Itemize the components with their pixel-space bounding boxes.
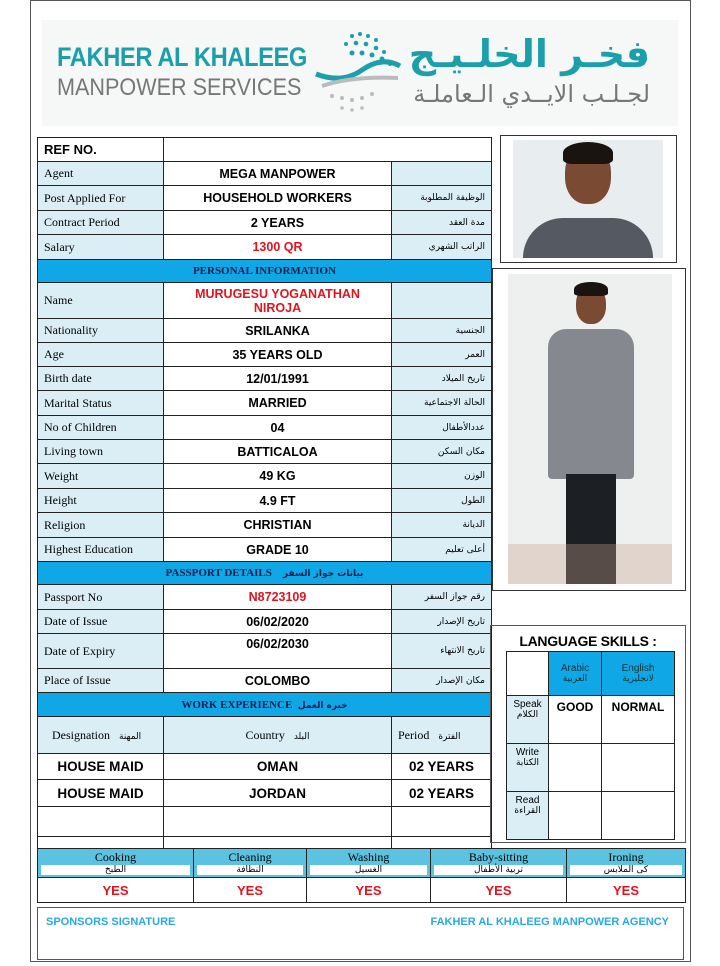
personal-ar: تاريخ الميلاد xyxy=(392,367,492,391)
work-row xyxy=(38,780,492,807)
country-header-en: Country xyxy=(245,727,285,742)
language-row xyxy=(507,792,675,840)
contract-label: Contract Period xyxy=(38,211,164,235)
personal-row xyxy=(38,343,492,367)
contract-label-ar: مدة العقد xyxy=(392,211,492,235)
skill-type xyxy=(507,696,549,744)
personal-row xyxy=(38,464,492,489)
passport-ar: رقم جواز السفر xyxy=(392,585,492,610)
skill-value: YES xyxy=(567,878,686,903)
skill-type-en: Read xyxy=(515,795,540,806)
personal-label: Religion xyxy=(38,513,164,538)
personal-row xyxy=(38,538,492,562)
passport-row xyxy=(38,610,492,634)
skill-value: YES xyxy=(431,878,567,903)
skill-value: YES xyxy=(38,878,194,903)
designation-header xyxy=(38,717,164,754)
skills-table xyxy=(37,848,686,903)
name-line1: MURUGESU YOGANATHAN xyxy=(195,286,360,301)
passport-photo xyxy=(500,135,677,263)
skill-name-en: Ironing xyxy=(608,850,644,864)
personal-row xyxy=(38,391,492,416)
skill-value: YES xyxy=(307,878,431,903)
skill-name-ar: كى الملابس xyxy=(570,865,682,875)
name-label: Name xyxy=(38,283,164,319)
personal-value: MARRIED xyxy=(164,391,392,416)
passport-label: Date of Issue xyxy=(38,610,164,634)
english-en: English xyxy=(621,663,655,674)
work-country: OMAN xyxy=(164,754,392,780)
company-name-en: FAKHER AL KHALEEG xyxy=(57,42,307,72)
work-title: WORK EXPERIENCE xyxy=(181,698,293,711)
designation-header-en: Designation xyxy=(52,727,110,742)
company-tagline-ar: لجـلـب الايــدي الـعاملـة xyxy=(413,80,650,108)
name-value xyxy=(164,283,392,319)
skill-value: YES xyxy=(194,878,307,903)
ref-label: REF NO. xyxy=(38,138,164,162)
skill-name-ar: الطبخ xyxy=(41,865,190,875)
full-body-photo xyxy=(492,268,686,591)
passport-row xyxy=(38,585,492,610)
personal-label: No of Children xyxy=(38,416,164,440)
skill-name-ar: الغسيل xyxy=(310,865,427,875)
period-header-en: Period xyxy=(398,727,430,742)
english-column-header xyxy=(602,652,675,696)
language-skills-box xyxy=(490,625,686,843)
language-skills-title: LANGUAGE SKILLS : xyxy=(519,633,657,649)
signature-box xyxy=(37,907,684,960)
corner-cell xyxy=(507,652,549,696)
personal-row xyxy=(38,367,492,391)
post-value: HOUSEHOLD WORKERS xyxy=(164,186,392,211)
work-designation: HOUSE MAID xyxy=(38,780,164,807)
passport-value: 06/02/2020 xyxy=(164,610,392,634)
country-header xyxy=(164,717,392,754)
personal-row xyxy=(38,319,492,343)
work-period: 02 YEARS xyxy=(392,780,492,807)
personal-ar: أعلى تعليم xyxy=(392,538,492,562)
skill-header xyxy=(431,849,567,878)
passport-ar: تاريخ الإصدار xyxy=(392,610,492,634)
ref-value xyxy=(164,138,492,162)
personal-row xyxy=(38,489,492,513)
arabic-level xyxy=(549,792,602,840)
personal-ar: الحالة الاجتماعية xyxy=(392,391,492,416)
agent-label-ar xyxy=(392,162,492,186)
agent-label: Agent xyxy=(38,162,164,186)
personal-label: Weight xyxy=(38,464,164,489)
personal-label: Nationality xyxy=(38,319,164,343)
personal-label: Birth date xyxy=(38,367,164,391)
work-country: JORDAN xyxy=(164,780,392,807)
skill-name-en: Cleaning xyxy=(228,850,272,864)
name-line2: NIROJA xyxy=(253,300,302,315)
post-label: Post Applied For xyxy=(38,186,164,211)
work-experience-header xyxy=(38,693,492,717)
personal-row xyxy=(38,440,492,464)
personal-ar: الوزن xyxy=(392,464,492,489)
personal-value: 04 xyxy=(164,416,392,440)
globe-logo-icon xyxy=(312,26,402,116)
personal-info-header: PERSONAL INFORMATION xyxy=(38,260,492,283)
personal-label: Age xyxy=(38,343,164,367)
skill-name-ar: تربية الأطفال xyxy=(434,865,563,875)
passport-label: Date of Expiry xyxy=(38,634,164,669)
personal-ar: العمر xyxy=(392,343,492,367)
skill-type-ar: الكلام xyxy=(516,710,539,720)
skill-type-en: Write xyxy=(515,747,540,758)
personal-row xyxy=(38,513,492,538)
work-title-ar: خبره العمل xyxy=(297,700,348,711)
personal-value: CHRISTIAN xyxy=(164,513,392,538)
personal-row xyxy=(38,416,492,440)
personal-label: Living town xyxy=(38,440,164,464)
passport-row xyxy=(38,669,492,693)
personal-label: Height xyxy=(38,489,164,513)
passport-label: Place of Issue xyxy=(38,669,164,693)
skill-name-en: Baby-sitting xyxy=(468,850,529,864)
english-level xyxy=(602,744,675,792)
skill-header xyxy=(38,849,194,878)
passport-header xyxy=(38,562,492,585)
post-label-ar: الوظيفة المطلوبة xyxy=(392,186,492,211)
english-level: NORMAL xyxy=(602,696,675,744)
personal-value: SRILANKA xyxy=(164,319,392,343)
personal-value: 4.9 FT xyxy=(164,489,392,513)
language-skills-table xyxy=(506,651,675,840)
personal-ar: الديانة xyxy=(392,513,492,538)
skill-type-ar: القراءة xyxy=(514,806,541,816)
personal-ar: مكان السكن xyxy=(392,440,492,464)
agency-signature-label: FAKHER AL KHALEEG MANPOWER AGENCY xyxy=(430,916,669,928)
contract-value: 2 YEARS xyxy=(164,211,392,235)
skill-name-en: Washing xyxy=(347,850,390,864)
period-header xyxy=(392,717,492,754)
personal-label: Highest Education xyxy=(38,538,164,562)
passport-value: COLOMBO xyxy=(164,669,392,693)
passport-title-ar: بيانات جواز السفر xyxy=(282,569,364,579)
personal-ar: عددالأطفال xyxy=(392,416,492,440)
personal-value: 12/01/1991 xyxy=(164,367,392,391)
language-row xyxy=(507,744,675,792)
work-row-empty xyxy=(38,837,492,849)
agent-value: MEGA MANPOWER xyxy=(164,162,392,186)
work-period: 02 YEARS xyxy=(392,754,492,780)
passport-ar: مكان الإصدار xyxy=(392,669,492,693)
work-row-empty xyxy=(38,807,492,837)
personal-ar: الطول xyxy=(392,489,492,513)
passport-ar: تاريخ الانتهاء xyxy=(392,634,492,669)
company-tagline-en: MANPOWER SERVICES xyxy=(57,74,302,101)
country-header-ar: البلد xyxy=(293,731,310,742)
personal-value: GRADE 10 xyxy=(164,538,392,562)
english-level xyxy=(602,792,675,840)
skill-header xyxy=(307,849,431,878)
skill-type xyxy=(507,792,549,840)
personal-ar: الجنسية xyxy=(392,319,492,343)
salary-label-ar: الراتب الشهري xyxy=(392,235,492,260)
company-name-ar: فخـر الخلـيـج xyxy=(408,32,650,76)
personal-label: Marital Status xyxy=(38,391,164,416)
passport-title: PASSPORT DETAILS xyxy=(165,567,272,579)
work-row xyxy=(38,754,492,780)
sponsor-signature-label: SPONSORS SIGNATURE xyxy=(46,916,176,928)
salary-label: Salary xyxy=(38,235,164,260)
arabic-column-header xyxy=(549,652,602,696)
skill-type xyxy=(507,744,549,792)
skill-name-en: Cooking xyxy=(94,850,137,864)
name-label-ar xyxy=(392,283,492,319)
personal-value: BATTICALOA xyxy=(164,440,392,464)
english-ar: لانجليزية xyxy=(622,674,654,684)
personal-value: 35 YEARS OLD xyxy=(164,343,392,367)
work-designation: HOUSE MAID xyxy=(38,754,164,780)
salary-value: 1300 QR xyxy=(164,235,392,260)
period-header-ar: الفترة xyxy=(438,731,461,742)
skill-header xyxy=(567,849,686,878)
passport-value: 06/02/2030 xyxy=(164,634,392,669)
passport-value: N8723109 xyxy=(164,585,392,610)
arabic-en: Arabic xyxy=(560,663,590,674)
personal-value: 49 KG xyxy=(164,464,392,489)
arabic-level: GOOD xyxy=(549,696,602,744)
skill-name-ar: النظافة xyxy=(197,865,303,875)
skill-header xyxy=(194,849,307,878)
passport-label: Passport No xyxy=(38,585,164,610)
passport-row xyxy=(38,634,492,669)
language-row xyxy=(507,696,675,744)
arabic-ar: العربية xyxy=(562,674,588,684)
skill-type-en: Speak xyxy=(513,699,542,710)
designation-header-ar: المهنة xyxy=(119,731,142,742)
arabic-level xyxy=(549,744,602,792)
cv-table xyxy=(37,137,492,849)
company-logo xyxy=(42,20,678,126)
skill-type-ar: الكتابة xyxy=(515,758,539,768)
